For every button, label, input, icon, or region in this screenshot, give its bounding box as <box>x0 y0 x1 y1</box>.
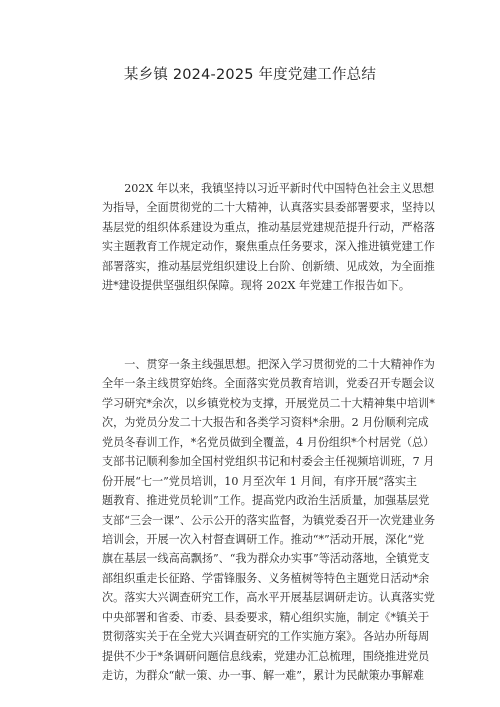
paragraph-intro <box>102 179 435 296</box>
text-line: 旗在基层一线高高飘扬”、“我为群众办实事”等活动落地，全镇党支 <box>102 552 430 566</box>
text-line: 支部书记顺利参加全国村党组织书记和村委会主任视频培训班，7 月 <box>102 455 435 469</box>
text-line: 基层党的组织体系建设为重点，推动基层党建规范提升行动，严格落 <box>102 220 435 234</box>
text-line: 为指导，全面贯彻党的二十大精神，认真落实县委部署要求，坚持以 <box>102 201 435 215</box>
text-line: 实主题教育工作规定动作，聚焦重点任务要求，深入推进镇党建工作 <box>102 240 435 254</box>
text-line: 中央部署和省委、市委、县委要求，精心组织实施，制定《*镇关于 <box>102 610 430 624</box>
text-line: 提供不少于*条调研问题信息线索，党建办汇总梳理，围绕推进党员 <box>102 649 430 663</box>
document-title: 某乡镇 2024-2025 年度党建工作总结 <box>123 67 377 83</box>
text-line: 支部“三会一课”、公示公开的落实监督，为镇党委召开一次党建业务 <box>102 513 436 527</box>
text-line: 一、贯穿一条主线强思想。把深入学习贯彻党的二十大精神作为 <box>102 358 435 371</box>
text-line: 党员冬春训工作，*名党员做到全覆盖，4 月份组织*个村居党（总） <box>102 435 435 449</box>
paragraph-section-one <box>102 355 436 685</box>
text-line: 全年一条主线贯穿始终。全面落实党员教育培训，党委召开专题会议 <box>102 377 435 391</box>
text-line: 202X 年以来，我镇坚持以习近平新时代中国特色社会主义思想 <box>102 182 435 195</box>
text-line: 题教育、推进党员轮训”工作。提高党内政治生活质量，加强基层党 <box>102 494 430 508</box>
text-line: 次。落实大兴调查研究工作，高水平开展基层调研走访。认真落实党 <box>102 591 435 605</box>
text-line: 部组织重走长征路、学雷锋服务、义务植树等特色主题党日活动*余 <box>102 571 430 585</box>
text-line: 培训会，开展一次入村督查调研工作。推动“*”活动开展，深化“党 <box>102 532 425 546</box>
text-line: 部署落实，推动基层党组织建设上台阶、创新绩、见成效，为全面推 <box>102 259 435 273</box>
text-line: 次，为党员分发二十大报告和各类学习资料*余册。2 月份顺利完成 <box>102 416 429 430</box>
text-line: 学习研究*余次，以乡镇党校为支撑，开展党员二十大精神集中培训* <box>102 396 435 410</box>
text-line: 贯彻落实关于在全党大兴调查研究的工作实施方案》。各站办所每周 <box>102 630 430 644</box>
text-line: 走访，为群众“献一策、办一事、解一难”，累计为民献策办事解难 <box>102 669 424 682</box>
text-line: 进*建设提供坚强组织保障。现将 202X 年党建工作报告如下。 <box>102 279 410 293</box>
text-line: 份开展“七一”党员培训，10 月至次年 1 月间，有序开展“落实主 <box>102 474 418 488</box>
